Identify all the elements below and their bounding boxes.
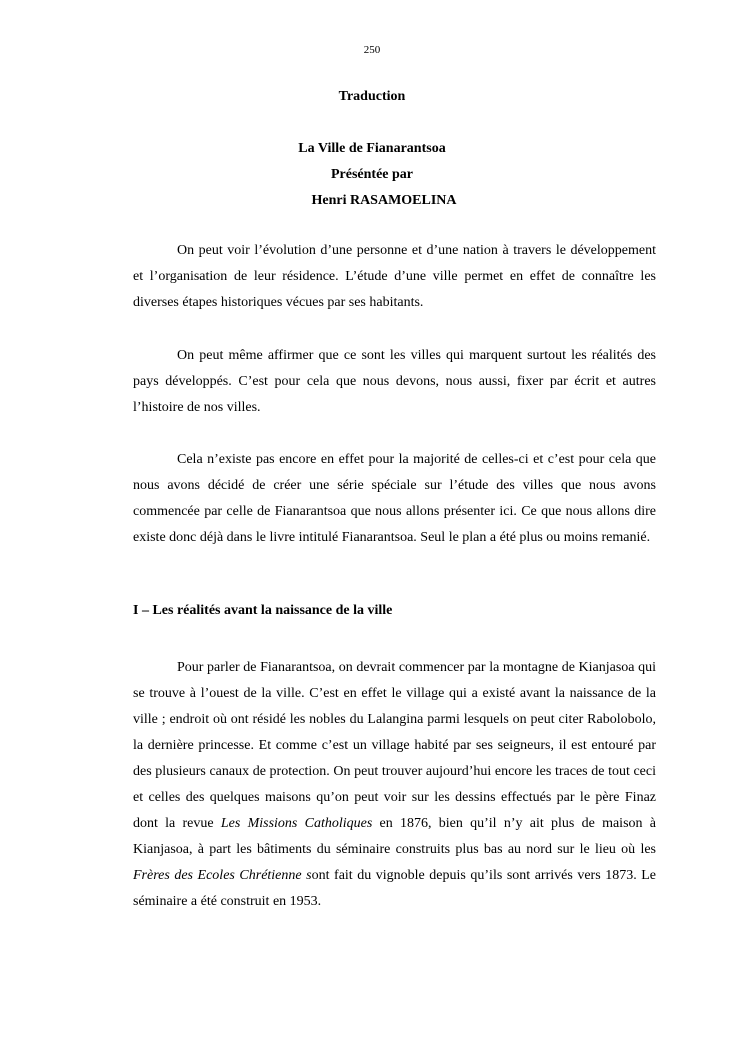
- presented-by: Préséntée par: [330, 167, 414, 182]
- paragraph-4-part-c: ont fait du vignoble depuis qu’ils sont arrivés vers 1873. Le séminaire a été construit en 1953.: [133, 868, 656, 909]
- paragraph-1: [133, 238, 656, 316]
- paragraph-4-part-b: en 1876, bien qu’il n’y ait plus de maison à Kianjasoa, à part les bâtiments du séminaire construits plus bas au nord sur le lieu où les: [133, 816, 656, 857]
- paragraph-2-text: On peut même affirmer que ce sont les villes qui marquent surtout les réalités des pays développés. C’est pour cela que nous devons, nous aussi, fixer par écrit et autres l’histoire de nos villes.: [133, 348, 656, 415]
- paragraph-3-text: Cela n’existe pas encore en effet pour la majorité de celles-ci et c’est pour cela que nous avons décidé de créer une série spéciale sur l’étude des villes que nous avons commencée par celle de Fianarantsoa que nous allons présenter ici. Ce que nous allons dire existe donc déjà dans le livre intitulé Fianarantsoa. Seul le plan a été plus ou moins remanié.: [133, 452, 656, 545]
- paragraph-4-italic-1: Les Missions Catholiques: [220, 816, 373, 831]
- section-heading: I – Les réalités avant la naissance de la ville: [133, 603, 393, 618]
- page-number: 250: [363, 44, 381, 56]
- document-label: Traduction: [338, 89, 406, 104]
- paragraph-1-text: On peut voir l’évolution d’une personne et d’une nation à travers le développement et l’organisation de leur résidence. L’étude d’une ville permet en effet de connaître les diverses étapes historiques vécues par ses habitants.: [133, 243, 656, 310]
- paragraph-4-italic-2: Frères des Ecoles Chrétienne s: [133, 868, 312, 883]
- paragraph-4-text: [133, 655, 656, 915]
- paragraph-4-part-a: Pour parler de Fianarantsoa, on devrait commencer par la montagne de Kianjasoa qui se trouve à l’ouest de la ville. C’est en effet le village qui a existé avant la naissance de la ville ; endroit où ont résidé les nobles du Lalangina parmi lesquels on peut citer Rabolobolo, la dernière princesse. Et comme c’est un village habité par ses seigneurs, il est entouré par des plusieurs canaux de protection. On peut trouver aujourd’hui encore les traces de tout ceci et celles des quelques maisons qu’on peut voir sur les dessins effectués par le père Finaz dont la revue: [133, 660, 656, 831]
- paragraph-4: [133, 655, 656, 915]
- paragraph-3: [133, 447, 656, 551]
- document-title: La Ville de Fianarantsoa: [298, 141, 446, 156]
- paragraph-2: [133, 343, 656, 421]
- author-name: Henri RASAMOELINA: [311, 193, 457, 208]
